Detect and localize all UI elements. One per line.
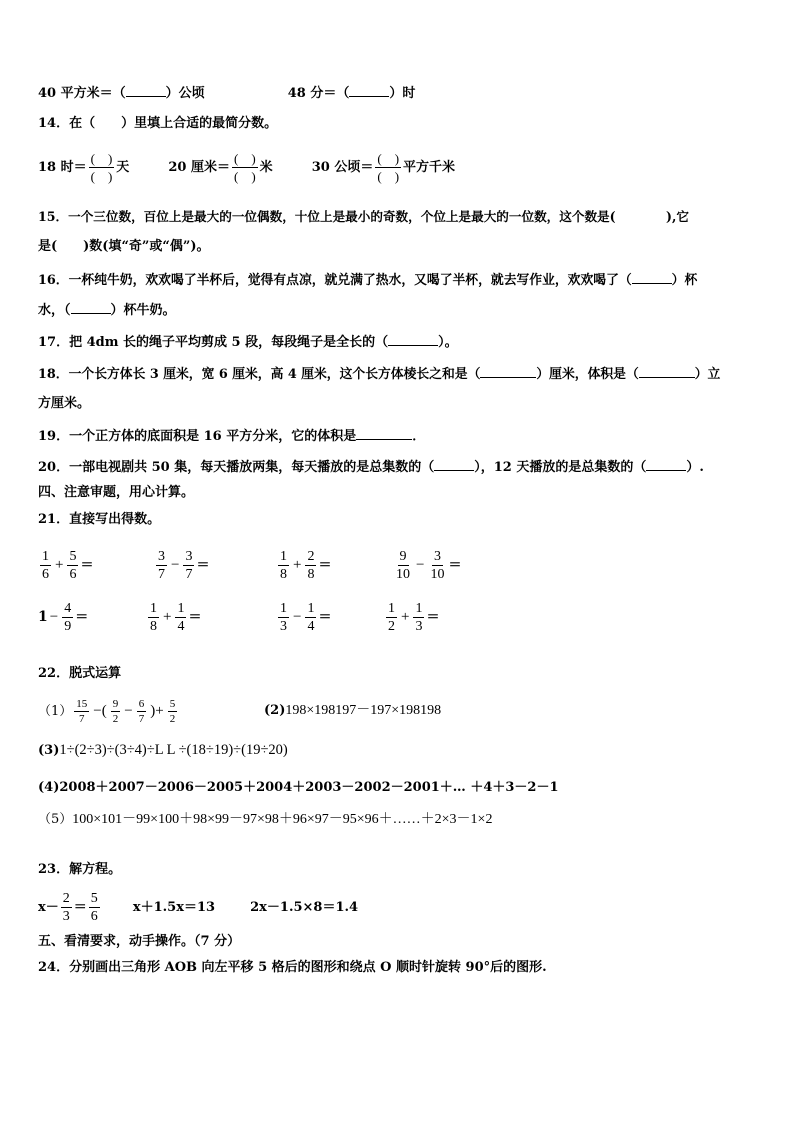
q22-part3: (3)1÷(2÷3)÷(3÷4)÷L L ÷(18÷19)÷(19÷20)	[38, 742, 288, 758]
q17-line: 17．把 4dm 长的绳子平均剪成 5 段，每段绳子是全长的（ ）。	[38, 335, 458, 350]
answer-blank[interactable]	[434, 458, 474, 471]
q22-part1: （1） $\frac{15}{7}$ −( $\frac{9}{2}$ − $\frac{6}{7}$ )+ $\frac{5}{2}$	[38, 698, 176, 725]
fraction: $\frac{1}{3}$	[280, 601, 287, 634]
q19-line: 19．一个正方体的底面积是 16 平方分米，它的体积是 ．	[38, 429, 426, 444]
q21-item: $\frac{1}{3}$ − $\frac{1}{4}$ ＝	[280, 601, 332, 634]
q21-item: $\frac{1}{8}$ + $\frac{2}{8}$ ＝	[280, 549, 332, 582]
q21-item: $\frac{1}{2}$ + $\frac{1}{3}$ ＝	[388, 601, 440, 634]
fraction: $\frac{3}{7}$	[185, 549, 193, 582]
q15-line1: 15．一个三位数，百位上是最大的一位偶数，十位上是最小的奇数，个位上是最大的一位数，这个数是( ),它	[38, 209, 689, 224]
answer-blank[interactable]	[126, 84, 166, 97]
fraction: $\frac{6}{7}$	[138, 698, 145, 725]
fraction: $\frac{15}{7}$	[76, 698, 88, 725]
q13-a-label: 40 平方米＝（	[38, 86, 126, 101]
q22-title: 22．脱式运算	[38, 666, 122, 681]
fraction: $\frac{5}{6}$	[90, 891, 98, 924]
answer-blank[interactable]	[356, 427, 412, 440]
fraction: $\frac{5}{2}$	[169, 698, 176, 725]
q16-line1: 16．一杯纯牛奶，欢欢喝了半杯后，觉得有点凉，就兑满了热水，又喝了半杯，就去写作业，欢欢喝了（ ）杯	[38, 273, 698, 288]
fraction: $\frac{1}{2}$	[388, 601, 395, 634]
fraction: $\frac{9}{2}$	[112, 698, 119, 725]
q23-title: 23．解方程。	[38, 862, 122, 877]
q15-line2: 是( )数(填“奇”或“偶”)。	[38, 239, 210, 254]
q18-line1: 18．一个长方体长 3 厘米，宽 6 厘米，高 4 厘米，这个长方体棱长之和是（ ）厘米，体积是（ ）立	[38, 367, 721, 382]
fraction: $\frac{3}{7}$	[158, 549, 165, 582]
fraction: $\frac{5}{6}$	[69, 549, 77, 582]
answer-blank[interactable]	[639, 365, 695, 378]
q13-b-label: 48 分＝（	[287, 86, 350, 101]
section-4-heading: 四、注意审题，用心计算。	[38, 485, 195, 500]
section-5-heading: 五、看清要求，动手操作。（7 分）	[38, 934, 241, 949]
answer-fraction[interactable]: $\frac{( )}{( )}$	[90, 151, 113, 184]
q24-line: 24．分别画出三角形 AOB 向左平移 5 格后的图形和绕点 O 顺时针旋转 90°后的图形.	[38, 960, 547, 975]
q18-line2: 方厘米。	[38, 396, 91, 411]
q21-item: 1 − $\frac{4}{9}$ ＝	[38, 601, 89, 634]
fraction: $\frac{1}{8}$	[150, 601, 157, 634]
q21-title: 21．直接写出得数。	[38, 512, 161, 527]
fraction: $\frac{2}{3}$	[62, 891, 70, 924]
q21-item: $\frac{3}{7}$ − $\frac{3}{7}$ ＝	[158, 549, 210, 582]
fraction: $\frac{1}{4}$	[307, 601, 315, 634]
q13-line: 40 平方米＝（ ）公顷 48 分＝（ ）时	[38, 86, 416, 101]
q20-line: 20．一部电视剧共 50 集，每天播放两集，每天播放的是总集数的（ ），12 天播放的是总集数的（ ）.	[38, 460, 704, 475]
q14-title: 14．在（ ）里填上合适的最简分数。	[38, 116, 278, 131]
fraction: $\frac{1}{8}$	[280, 549, 287, 582]
answer-fraction[interactable]: $\frac{( )}{( )}$	[377, 151, 400, 184]
answer-fraction[interactable]: $\frac{( )}{( )}$	[234, 151, 256, 184]
fraction: $\frac{3}{10}$	[430, 549, 445, 582]
fraction: $\frac{9}{10}$	[396, 549, 410, 582]
q21-item: $\frac{1}{8}$ + $\frac{1}{4}$ ＝	[150, 601, 202, 634]
fraction: $\frac{1}{6}$	[42, 549, 49, 582]
q16-line2: 水，（ ）杯牛奶。	[38, 303, 176, 318]
fraction: $\frac{1}{3}$	[415, 601, 423, 634]
fraction: $\frac{4}{9}$	[64, 601, 72, 634]
answer-blank[interactable]	[71, 301, 111, 314]
fraction: $\frac{2}{8}$	[307, 549, 315, 582]
q21-item: $\frac{9}{10}$ − $\frac{3}{10}$ ＝	[396, 549, 462, 582]
answer-blank[interactable]	[632, 271, 672, 284]
q14-fractions: 18 时＝ $\frac{( )}{( )}$ 天 20 厘米＝ $\frac{( )}{( )}$ 米 30 公顷＝ $\frac{( )}{( )}$ 平方千米	[38, 151, 456, 184]
q21-item: $\frac{1}{6}$ + $\frac{5}{6}$ ＝	[42, 549, 94, 582]
answer-blank[interactable]	[349, 84, 389, 97]
q22-part2: (2)198×198197－197×198198	[264, 703, 442, 718]
q22-part4: (4)2008＋2007－2006－2005＋2004＋2003－2002－2001＋… ＋4＋3－2－1	[38, 780, 559, 795]
answer-blank[interactable]	[480, 365, 536, 378]
fraction: $\frac{1}{4}$	[177, 601, 185, 634]
answer-blank[interactable]	[388, 333, 438, 346]
q22-part5: （5）100×101－99×100＋98×99－97×98＋96×97－95×96＋……＋2×3－1×2	[38, 812, 493, 827]
q23-equations: x－ $\frac{2}{3}$ ＝ $\frac{5}{6}$ x＋1.5x＝13 2x－1.5×8＝1.4	[38, 891, 359, 924]
answer-blank[interactable]	[646, 458, 686, 471]
